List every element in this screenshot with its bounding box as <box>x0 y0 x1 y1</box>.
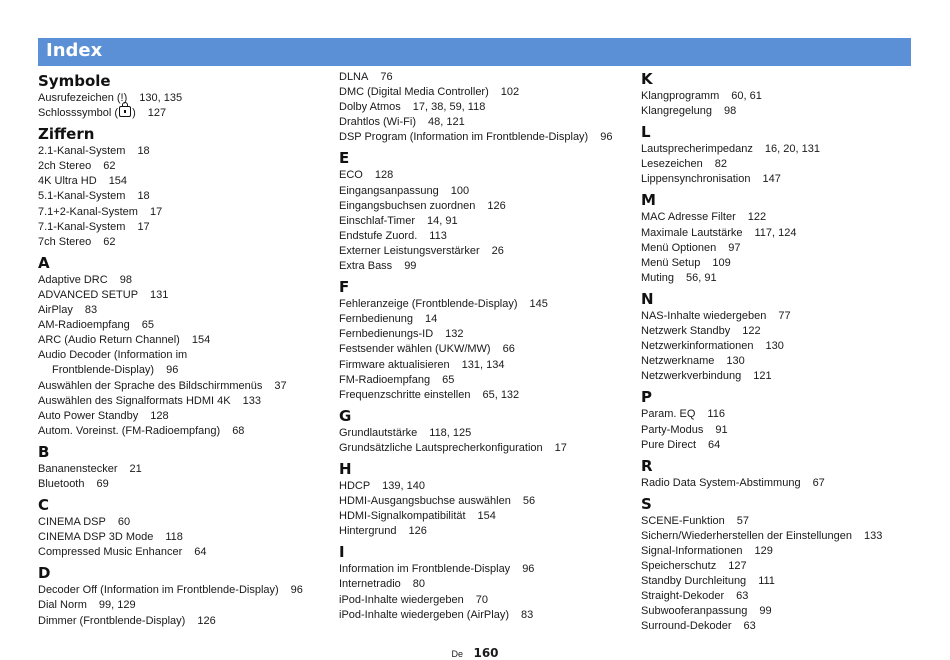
entry-page-links[interactable]: 111 <box>758 575 775 588</box>
index-entry <box>641 369 931 384</box>
lock-icon <box>119 106 131 117</box>
entry-page-links[interactable]: 96 <box>166 364 179 377</box>
entry-page-links[interactable]: 126 <box>408 525 427 538</box>
entry-term: Klangprogramm <box>641 90 720 102</box>
entry-page-links[interactable]: 17 <box>137 220 150 233</box>
index-entry <box>339 70 629 85</box>
index-entry <box>641 210 931 225</box>
section-heading: R <box>641 456 653 475</box>
entry-term: Fernbedienung <box>339 313 414 326</box>
entry-page-links[interactable]: 122 <box>747 211 767 224</box>
entry-term: Schlosssymbol ( <box>38 107 119 120</box>
index-entry <box>339 297 629 312</box>
section-heading: M <box>641 191 656 210</box>
index-entry <box>339 115 629 130</box>
section-heading: F <box>339 278 350 297</box>
entry-term: Auswählen der Sprache des Bildschirmmenüs <box>38 379 263 392</box>
entry-page-links[interactable]: 154 <box>477 510 496 523</box>
entry-term: AirPlay <box>38 304 73 317</box>
entry-term: HDCP <box>339 479 371 492</box>
entry-page-links[interactable]: 139, 140 <box>382 479 425 492</box>
entry-term: iPod-Inhalte wiedergeben (AirPlay) <box>339 608 509 621</box>
entry-page-links[interactable]: 64 <box>708 438 721 451</box>
entry-term: Einschlaf-Timer <box>339 214 415 227</box>
entry-term: 2ch Stereo <box>38 160 92 173</box>
entry-term: Param. EQ <box>641 408 696 421</box>
index-entry <box>339 509 629 524</box>
index-entry <box>641 172 931 187</box>
entry-page-links[interactable]: 121 <box>753 370 772 383</box>
entry-page-links[interactable]: 99 <box>759 605 772 618</box>
entry-term: AM-Radioempfang <box>38 319 130 332</box>
entry-term: DSP Program (Information im Frontblende-Display) <box>339 131 589 144</box>
entry-page-links[interactable]: 131, 134 <box>461 358 505 371</box>
index-entry <box>339 85 629 100</box>
entry-page-links[interactable]: 117, 124 <box>754 226 797 239</box>
entry-term: Bluetooth <box>38 477 85 490</box>
entry-page-links[interactable]: 96 <box>600 131 613 144</box>
entry-page-links[interactable]: 60, 61 <box>731 90 762 102</box>
entry-page-links[interactable]: 118, 125 <box>429 426 472 439</box>
index-entry <box>641 339 931 354</box>
index-entry <box>339 388 629 403</box>
entry-term-continuation-text: Frontblende-Display) <box>52 364 155 377</box>
page-title: Index <box>46 40 103 61</box>
section-heading: A <box>38 253 50 272</box>
entry-page-links[interactable]: 99, 129 <box>98 599 136 612</box>
entry-page-links[interactable]: 64 <box>194 546 207 559</box>
entry-page-links[interactable]: 65 <box>442 373 455 386</box>
entry-page-links[interactable]: 63 <box>736 590 749 603</box>
entry-term: Information im Frontblende-Display <box>339 563 511 576</box>
entry-page-links[interactable]: 14, 91 <box>427 214 458 227</box>
entry-term: Adaptive DRC <box>38 273 108 286</box>
entry-term: Externer Leistungsverstärker <box>339 244 480 257</box>
index-entry <box>38 159 328 174</box>
entry-term: Lippensynchronisation <box>641 173 751 186</box>
index-entry <box>38 515 328 530</box>
index-entry <box>339 562 629 577</box>
entry-page-links[interactable]: 130 <box>726 355 745 368</box>
entry-term: iPod-Inhalte wiedergeben <box>339 593 464 606</box>
entry-page-links[interactable]: 99 <box>404 260 417 273</box>
index-entry <box>339 593 629 608</box>
entry-page-links[interactable]: 56, 91 <box>686 271 717 284</box>
index-entry <box>641 241 931 256</box>
section-heading: I <box>339 543 345 562</box>
entry-page-links[interactable]: 65, 132 <box>482 388 520 401</box>
entry-term: MAC Adresse Filter <box>641 211 736 224</box>
entry-page-links[interactable]: 60 <box>117 516 131 529</box>
entry-term: Sichern/Wiederherstellen der Einstellungen <box>641 529 852 542</box>
entry-term: Auswählen des Signalformats HDMI 4K <box>38 394 231 407</box>
index-title-banner <box>38 38 911 66</box>
entry-term: Menü Setup <box>641 256 701 269</box>
entry-page-links[interactable]: 62 <box>103 160 116 173</box>
index-entry <box>339 524 629 539</box>
entry-term: Menü Optionen <box>641 241 717 254</box>
entry-term: Fernbedienungs-ID <box>339 328 434 341</box>
entry-term: Audio Decoder (Information im <box>38 349 188 362</box>
entry-term: Netzwerkverbindung <box>641 370 742 383</box>
entry-term: Frequenzschritte einstellen <box>339 388 471 401</box>
entry-term: CINEMA DSP 3D Mode <box>38 531 154 544</box>
entry-page-links[interactable]: 14 <box>425 313 438 326</box>
index-entry <box>38 91 328 106</box>
entry-term: 7ch Stereo <box>38 235 92 248</box>
entry-term: Fehleranzeige (Frontblende-Display) <box>339 298 518 311</box>
entry-page-links[interactable]: 68 <box>232 424 245 437</box>
index-entry <box>38 235 328 250</box>
section-heading: D <box>38 564 51 583</box>
index-entry <box>641 476 931 491</box>
entry-page-links[interactable]: 154 <box>191 334 211 347</box>
section-heading: S <box>641 494 652 513</box>
entry-term: Signal-Informationen <box>641 544 743 557</box>
index-entry <box>641 309 931 324</box>
index-entry <box>339 426 629 441</box>
index-column-2 <box>339 70 629 623</box>
entry-term: Grundsätzliche Lautsprecherkonfiguration <box>339 441 543 454</box>
entry-term: Pure Direct <box>641 438 697 451</box>
index-entry <box>339 244 629 259</box>
entry-page-links[interactable]: 154 <box>108 175 128 188</box>
index-entry <box>38 598 328 613</box>
index-entry <box>641 423 931 438</box>
entry-term: Straight-Dekoder <box>641 590 725 603</box>
entry-page-links[interactable]: 65 <box>141 319 154 332</box>
entry-page-links[interactable]: 37 <box>274 379 287 392</box>
index-entry <box>339 100 629 115</box>
entry-page-links[interactable]: 80 <box>412 578 426 591</box>
entry-page-links[interactable]: 98 <box>119 273 132 286</box>
index-entry <box>38 303 328 318</box>
index-entry <box>38 174 328 189</box>
entry-term: ADVANCED SETUP <box>38 288 139 301</box>
index-entry <box>641 559 931 574</box>
entry-term: Ausrufezeichen (!) <box>38 92 128 104</box>
entry-term: Netzwerk Standby <box>641 325 731 338</box>
entry-page-links[interactable]: 97 <box>728 241 741 254</box>
index-entry <box>38 273 328 288</box>
index-entry <box>38 394 328 409</box>
entry-page-links[interactable]: 62 <box>103 235 116 248</box>
index-entry <box>38 220 328 235</box>
index-entry <box>641 574 931 589</box>
index-entry <box>339 479 629 494</box>
index-entry <box>38 205 328 220</box>
entry-term: 7.1+2-Kanal-System <box>38 205 138 218</box>
index-entry <box>339 358 629 373</box>
entry-term: HDMI-Signalkompatibilität <box>339 510 466 523</box>
section-heading: C <box>38 496 50 515</box>
entry-term: Firmware aktualisieren <box>339 358 450 371</box>
entry-term: Dial Norm <box>38 599 87 612</box>
entry-page-links[interactable]: 91 <box>715 423 728 436</box>
section-heading: N <box>641 289 654 308</box>
index-entry <box>38 545 328 560</box>
entry-page-links[interactable]: 26 <box>491 244 504 257</box>
index-entry <box>38 409 328 424</box>
entry-page-links[interactable]: 17, 38, 59, 118 <box>412 101 486 114</box>
entry-term: HDMI-Ausgangsbuchse auswählen <box>339 495 511 508</box>
entry-page-links[interactable]: 127 <box>147 107 167 120</box>
entry-term: Auto Power Standby <box>38 409 139 422</box>
index-entry <box>641 438 931 453</box>
index-entry <box>38 318 328 333</box>
section-heading: K <box>641 70 653 88</box>
entry-page-links[interactable]: 126 <box>487 199 506 212</box>
entry-page-links[interactable]: 18 <box>137 145 150 158</box>
entry-term: Hintergrund <box>339 525 397 538</box>
entry-term: 4K Ultra HD <box>38 175 97 188</box>
entry-term: Dolby Atmos <box>339 101 401 114</box>
index-entry <box>641 619 931 634</box>
entry-term: Festsender wählen (UKW/MW) <box>339 343 491 356</box>
index-entry <box>38 379 328 394</box>
entry-page-links[interactable]: 96 <box>290 584 303 597</box>
entry-term: Party-Modus <box>641 423 704 436</box>
entry-term: Autom. Voreinst. (FM-Radioempfang) <box>38 424 221 437</box>
entry-term: Drahtlos (Wi-Fi) <box>339 116 416 129</box>
entry-term-continuation <box>38 363 328 378</box>
index-entry <box>641 604 931 619</box>
index-column-1 <box>38 72 328 629</box>
index-entry <box>38 462 328 477</box>
entry-page-links[interactable]: 82 <box>714 158 728 171</box>
index-entry <box>339 577 629 592</box>
index-entry <box>339 342 629 357</box>
entry-page-links[interactable]: 113 <box>429 229 447 242</box>
index-entry <box>641 544 931 559</box>
index-entry <box>339 608 629 623</box>
entry-term: Maximale Lautstärke <box>641 226 743 239</box>
entry-page-links[interactable]: 126 <box>197 614 216 627</box>
index-entry <box>641 324 931 339</box>
entry-page-links[interactable]: 18 <box>137 190 150 203</box>
entry-page-links[interactable]: 17 <box>149 205 163 218</box>
entry-term: Speicherschutz <box>641 560 717 573</box>
entry-term: Internetradio <box>339 578 401 591</box>
page-number: 160 <box>473 646 499 660</box>
section-heading: P <box>641 388 652 407</box>
index-entry <box>339 373 629 388</box>
entry-page-links[interactable]: 129 <box>754 544 773 557</box>
index-column-3 <box>641 70 931 635</box>
entry-term: NAS-Inhalte wiedergeben <box>641 309 767 322</box>
entry-term: Dimmer (Frontblende-Display) <box>38 614 186 627</box>
entry-page-links[interactable]: 133 <box>242 394 261 407</box>
section-heading: Ziffern <box>38 125 95 144</box>
index-entry <box>38 144 328 159</box>
entry-page-links[interactable]: 127 <box>728 560 747 573</box>
entry-page-links[interactable]: 77 <box>778 309 791 322</box>
index-entry <box>339 168 629 183</box>
index-entry <box>38 333 328 348</box>
index-entry <box>38 477 328 492</box>
index-entry <box>641 89 931 104</box>
index-entry <box>38 348 328 378</box>
entry-page-links[interactable]: 102 <box>500 86 520 99</box>
index-entry <box>339 184 629 199</box>
index-entry <box>641 142 931 157</box>
entry-term: CINEMA DSP <box>38 516 106 529</box>
index-entry <box>641 256 931 271</box>
entry-page-links[interactable]: 63 <box>743 620 756 633</box>
entry-term: DLNA <box>339 71 369 83</box>
entry-term: Endstufe Zuord. <box>339 229 418 242</box>
entry-term: Compressed Music Enhancer <box>38 546 183 559</box>
section-heading: G <box>339 406 352 425</box>
entry-page-links[interactable]: 83 <box>520 608 534 621</box>
entry-page-links[interactable]: 96 <box>522 563 535 576</box>
section-heading: Symbole <box>38 72 111 90</box>
entry-page-links[interactable]: 109 <box>712 256 731 269</box>
entry-page-links[interactable]: 56 <box>522 495 536 508</box>
entry-term: Bananenstecker <box>38 462 118 475</box>
entry-page-links[interactable]: 145 <box>529 298 548 311</box>
entry-page-links[interactable]: 76 <box>380 71 393 83</box>
entry-term-suffix: ) <box>132 107 136 120</box>
entry-term: Lautsprecherimpedanz <box>641 143 753 156</box>
entry-term: Netzwerkname <box>641 355 715 368</box>
entry-page-links[interactable]: 130, 135 <box>139 92 183 104</box>
index-entry <box>339 441 629 456</box>
entry-term: 5.1-Kanal-System <box>38 190 126 203</box>
index-entry <box>641 226 931 241</box>
entry-term: Klangregelung <box>641 105 712 118</box>
index-entry <box>339 214 629 229</box>
entry-page-links[interactable]: 48, 121 <box>428 116 465 129</box>
entry-term: Muting <box>641 271 675 284</box>
entry-page-links[interactable]: 69 <box>96 477 109 490</box>
entry-page-links[interactable]: 66 <box>502 343 515 356</box>
entry-page-links[interactable]: 70 <box>475 593 489 606</box>
entry-term: ECO <box>339 169 363 182</box>
index-entry <box>339 229 629 244</box>
entry-page-links[interactable]: 83 <box>84 304 98 317</box>
entry-page-links[interactable]: 116 <box>707 408 725 421</box>
entry-page-links[interactable]: 133 <box>863 529 883 542</box>
index-entry <box>38 583 328 598</box>
entry-page-links[interactable]: 100 <box>450 184 470 197</box>
index-entry <box>641 589 931 604</box>
index-entry <box>38 424 328 439</box>
index-entry <box>38 288 328 303</box>
entry-page-links[interactable]: 128 <box>150 409 169 422</box>
entry-term: Extra Bass <box>339 260 393 273</box>
entry-term: Radio Data System-Abstimmung <box>641 476 801 489</box>
index-entry <box>641 104 931 119</box>
entry-term: Eingangsanpassung <box>339 184 439 197</box>
entry-page-links[interactable]: 130 <box>765 340 784 353</box>
entry-page-links[interactable]: 132 <box>445 328 464 341</box>
entry-term: Netzwerkinformationen <box>641 340 754 353</box>
entry-term: ARC (Audio Return Channel) <box>38 334 180 347</box>
section-heading: H <box>339 459 352 478</box>
entry-page-links[interactable]: 122 <box>742 325 761 338</box>
entry-page-links[interactable]: 17 <box>554 441 567 454</box>
index-entry <box>641 271 931 286</box>
index-entry <box>339 327 629 342</box>
index-entry <box>641 354 931 369</box>
entry-term: Surround-Dekoder <box>641 620 732 633</box>
entry-term: Lesezeichen <box>641 158 703 171</box>
index-entry <box>339 130 629 145</box>
entry-page-links[interactable]: 147 <box>762 173 781 186</box>
entry-term: SCENE-Funktion <box>641 514 725 527</box>
page-footer <box>0 646 950 660</box>
entry-page-links[interactable]: 118 <box>165 531 183 544</box>
entry-term: Subwooferanpassung <box>641 605 748 618</box>
index-entry <box>641 157 931 172</box>
index-entry <box>38 189 328 204</box>
index-entry <box>339 494 629 509</box>
section-heading: L <box>641 123 651 142</box>
entry-term: DMC (Digital Media Controller) <box>339 86 489 99</box>
index-entry <box>38 106 328 121</box>
index-entry <box>339 259 629 274</box>
entry-page-links[interactable]: 98 <box>723 105 737 118</box>
entry-page-links[interactable]: 131 <box>150 288 169 301</box>
index-entry <box>641 529 931 544</box>
index-entry <box>339 312 629 327</box>
index-entry <box>339 199 629 214</box>
index-entry <box>641 407 931 422</box>
entry-page-links[interactable]: 21 <box>129 462 142 475</box>
entry-page-links[interactable]: 16, 20, 131 <box>764 143 820 156</box>
language-code: De <box>451 649 463 659</box>
entry-term: 2.1-Kanal-System <box>38 145 126 158</box>
entry-page-links[interactable]: 128 <box>374 169 394 182</box>
entry-page-links[interactable]: 57 <box>736 514 750 527</box>
index-entry <box>641 514 931 529</box>
entry-term: Eingangsbuchsen zuordnen <box>339 199 476 212</box>
index-entry <box>38 530 328 545</box>
entry-page-links[interactable]: 67 <box>812 476 825 489</box>
section-heading: B <box>38 442 50 461</box>
entry-term: Grundlautstärke <box>339 426 418 439</box>
entry-term: Standby Durchleitung <box>641 575 747 588</box>
entry-term: 7.1-Kanal-System <box>38 220 126 233</box>
section-heading: E <box>339 149 350 168</box>
entry-term: Decoder Off (Information im Frontblende-Display) <box>38 584 279 597</box>
index-entry <box>38 614 328 629</box>
entry-term: FM-Radioempfang <box>339 373 431 386</box>
